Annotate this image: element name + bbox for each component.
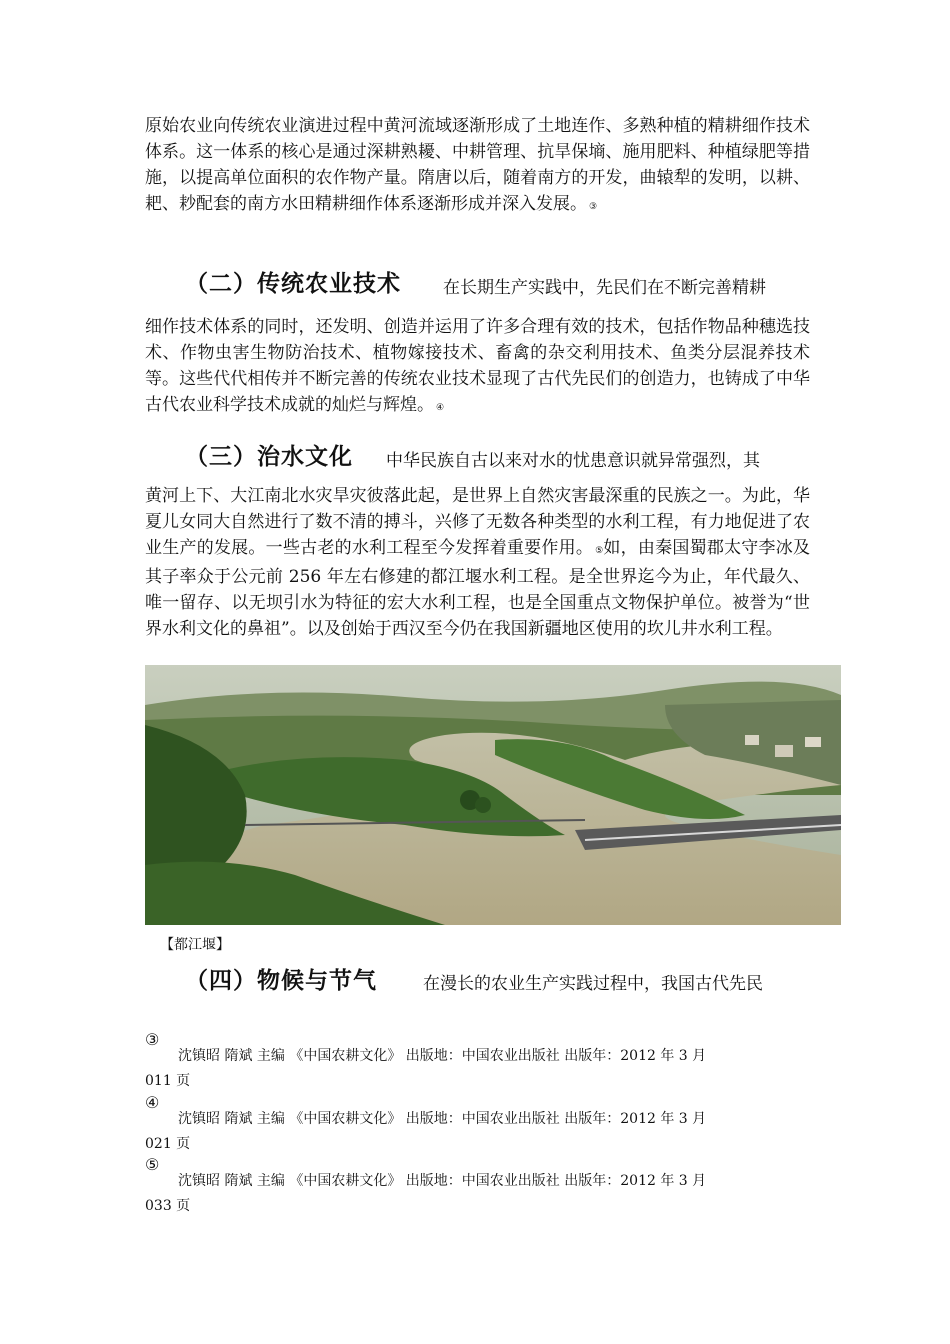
footnote-ref[interactable]: ④ [436,403,445,413]
paragraph-2 [145,314,810,421]
footnote-citation: 沈镇昭 隋斌 主编 《中国农耕文化》 出版地：中国农业出版社 出版年：2012 年 3 月 [178,1111,707,1127]
section-lead-3: 中华民族自古以来对水的忧患意识就异常强烈，其 [386,451,760,471]
footnote-citation: 沈镇昭 隋斌 主编 《中国农耕文化》 出版地：中国农业出版社 出版年：2012 年 3 月 [178,1048,707,1064]
footnote-number: ③ [145,1030,160,1049]
section-lead-4: 在漫长的农业生产实践过程中，我国古代先民 [423,974,763,994]
footnote-5 [145,1155,810,1215]
footnote-page: 021 页 [145,1136,191,1152]
footnote-number: ④ [145,1093,160,1112]
section-lead-2: 在长期生产实践中，先民们在不断完善精耕 [443,278,766,298]
paragraph-3 [145,483,810,642]
paragraph-text: 黄河上下、大江南北水灾旱灾彼落此起，是世界上自然灾害最深重的民族之一。为此，华夏儿女同大自然进行了数不清的搏斗，兴修了无数各种类型的水利工程，有力地促进了农业生产的发展。一些古老的水利工程至今发挥着重要作用。 [145,486,810,558]
footnote-page: 033 页 [145,1198,191,1214]
paragraph-text: 原始农业向传统农业演进过程中黄河流域逐渐形成了土地连作、多熟种植的精耕细作技术体系。这一体系的核心是通过深耕熟耰、中耕管理、抗旱保墒、施用肥料、种植绿肥等措施，以提高单位面积的农作物产量。隋唐以后，随着南方的开发，曲辕犁的发明，以耕、耙、耖配套的南方水田精耕细作体系逐渐形成并深入发展。 [145,116,810,214]
river-landscape-image [145,665,841,925]
dujiangyan-photo [145,665,841,925]
section-heading-4: （四）物候与节气 [185,968,377,994]
footnote-4 [145,1093,810,1153]
footnote-ref[interactable]: ⑤ [595,546,604,556]
section-heading-2: （二）传统农业技术 [185,271,401,297]
footnote-ref[interactable]: ③ [589,202,598,212]
footnote-page: 011 页 [145,1073,191,1089]
section-heading-3: （三）治水文化 [185,444,353,470]
paragraph-text: 细作技术体系的同时，还发明、创造并运用了许多合理有效的技术，包括作物品种穗选技术、作物虫害生物防治技术、植物嫁接技术、畜禽的杂交利用技术、鱼类分层混养技术等。这些代代相传并不断完善的传统农业技术显现了古代先民们的创造力，也铸成了中华古代农业科学技术成就的灿烂与辉煌。 [145,317,810,415]
paragraph-text: 如，由秦国蜀郡太守李冰及其子率众于公元前 256 年左右修建的都江堰水利工程。是全世界迄今为止，年代最久、唯一留存、以无坝引水为特征的宏大水利工程，也是全国重点文物保护单位。被誉为“世界水利文化的鼻祖”。以及创始于西汉至今仍在我国新疆地区使用的坎儿井水利工程。 [145,538,811,639]
image-caption: 【都江堰】 [160,937,230,953]
paragraph-1 [145,113,810,220]
footnote-citation: 沈镇昭 隋斌 主编 《中国农耕文化》 出版地：中国农业出版社 出版年：2012 年 3 月 [178,1173,707,1189]
footnote-3 [145,1030,810,1090]
footnote-number: ⑤ [145,1155,160,1174]
